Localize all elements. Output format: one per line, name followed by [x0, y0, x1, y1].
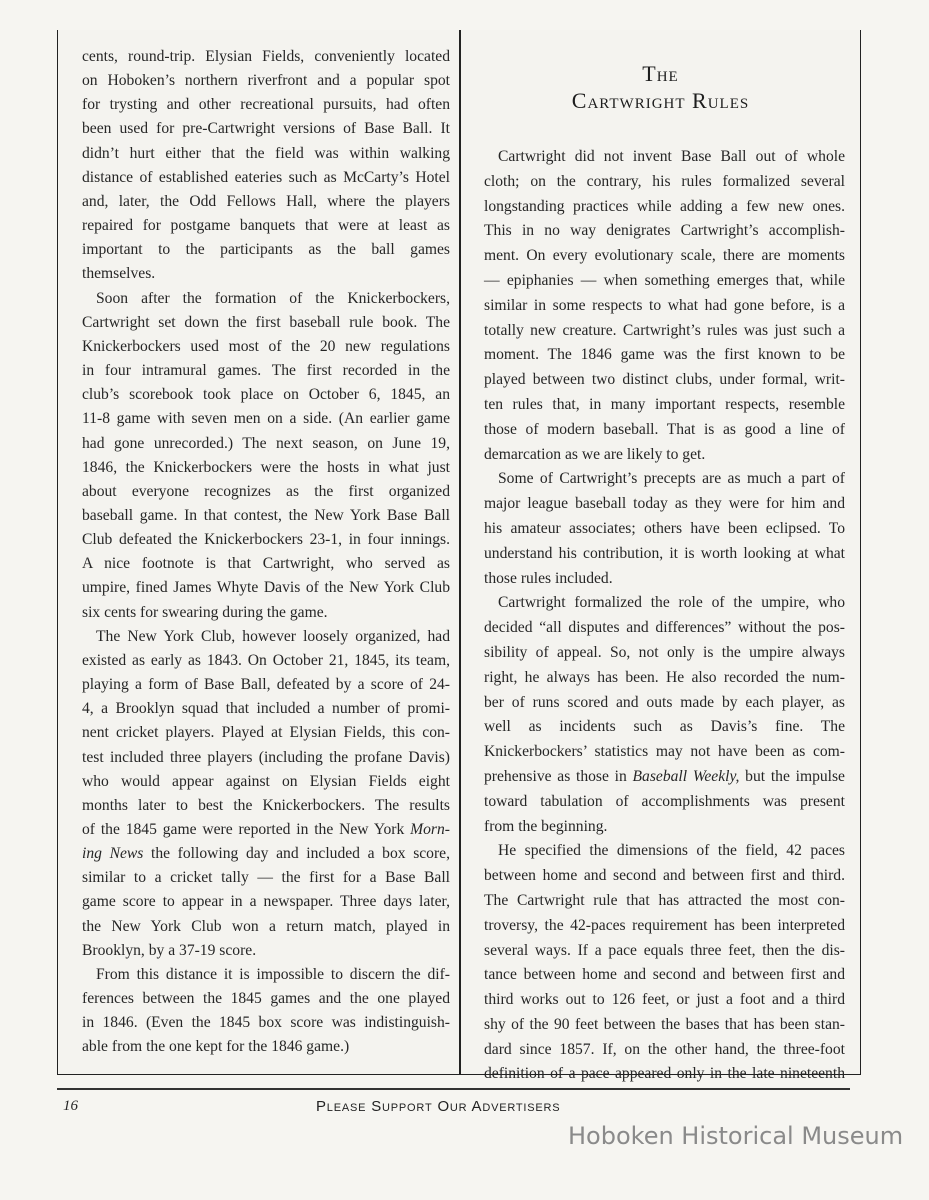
text-line: didn’t hurt either that the field was within walking	[82, 144, 450, 162]
text-line: From this distance it is impossible to discern the dif-	[96, 965, 450, 983]
text-line: toward tabulation of accomplishments was present	[484, 792, 845, 810]
text-line: on Hoboken’s northern riverfront and a popular spot	[82, 72, 450, 90]
text-line: between home and second and between first and third.	[484, 867, 845, 885]
text-line	[82, 842, 450, 866]
text-line: 11-8 game with seven men on a side. (An earlier game	[82, 410, 450, 428]
text-segment: of the 1845 game were reported in the New York	[82, 821, 411, 838]
text-line: totally new creature. Cartwright’s rules was just such a	[484, 321, 845, 339]
text-line: about everyone recognizes as the first organized	[82, 482, 450, 500]
text-line: He specified the dimensions of the field, 42 paces	[498, 842, 845, 860]
text-line: Soon after the formation of the Knickerbockers,	[96, 289, 450, 307]
text-line: dard since 1857. If, on the other hand, the three-foot	[484, 1040, 845, 1058]
text-line: repaired for postgame banquets that were at least as	[82, 217, 450, 235]
text-line: right, he always has been. He also recorded the num-	[484, 668, 845, 686]
text-line: This in no way denigrates Cartwright’s accomplish-	[484, 222, 845, 240]
text-line: third works out to 126 feet, or just a foot and a third	[484, 991, 845, 1009]
text-line: able from the one kept for the 1846 game.)	[82, 1038, 350, 1056]
text-line: shy of the 90 feet between the bases that has been stan-	[484, 1015, 845, 1033]
text-line: game score to appear in a newspaper. Three days later,	[82, 893, 450, 911]
text-line: troversy, the 42-paces requirement has been interpreted	[484, 916, 845, 934]
right-column	[484, 145, 845, 1087]
text-line: Knickerbockers used most of the 20 new regulations	[82, 337, 450, 355]
heading-line-1: The	[642, 61, 679, 86]
text-line: ment. On every evolutionary scale, there are moments	[484, 247, 845, 265]
text-line: moment. The 1846 game was the first known to be	[484, 346, 845, 364]
text-line: in four intramural games. The first recorded in the	[82, 362, 450, 380]
text-line: had gone unrecorded.) The next season, on June 19,	[82, 434, 450, 452]
text-line: cloth; on the contrary, his rules formalized several	[484, 172, 845, 190]
page-number: 16	[63, 1098, 78, 1114]
text-line: months later to best the Knickerbockers. The results	[82, 796, 450, 814]
text-line	[82, 818, 450, 842]
text-line: test included three players (including the profane Davis)	[82, 748, 450, 766]
museum-watermark: Hoboken Historical Museum	[568, 1122, 904, 1150]
text-line: tance between home and second and between first and	[484, 966, 845, 984]
text-line: longstanding practices while adding a few new ones.	[484, 197, 845, 215]
text-segment: the following day and included a box score,	[143, 845, 450, 863]
heading-line-2: Cartwright Rules	[571, 88, 750, 113]
footer-text: Please Support Our Advertisers	[316, 1098, 561, 1115]
text-line: cents, round-trip. Elysian Fields, conveniently located	[82, 48, 450, 65]
text-line: from the beginning.	[484, 817, 608, 835]
text-line: nent cricket players. Played at Elysian Fields, this con-	[82, 724, 450, 742]
text-line: ber of runs scored and outs made by each player, as	[484, 693, 845, 711]
text-segment: but the impulse	[739, 767, 845, 785]
text-line: existed as early as 1843. On October 21, 1845, its team,	[82, 651, 450, 669]
paragraph	[82, 287, 450, 625]
text-line: 1846, the Knickerbockers were the hosts in what just	[82, 458, 450, 476]
paragraph	[484, 467, 845, 591]
text-line: Cartwright did not invent Base Ball out of whole	[498, 148, 845, 165]
text-line: ferences between the 1845 games and the one played	[82, 990, 450, 1008]
text-line: umpire, fined James Whyte Davis of the New York Club	[82, 579, 450, 597]
text-line: and, later, the Odd Fellows Hall, where the players	[82, 192, 450, 210]
text-line: been used for pre-Cartwright versions of Base Ball. It	[82, 120, 450, 138]
text-line: demarcation as we are likely to get.	[484, 445, 706, 463]
text-line: Brooklyn, by a 37-19 score.	[82, 941, 257, 959]
paragraph	[82, 45, 450, 287]
text-line: well as incidents such as Davis’s fine. The	[484, 718, 845, 736]
text-line	[484, 765, 845, 790]
text-line: Cartwright formalized the role of the umpire, who	[498, 594, 845, 612]
text-line: ten rules that, in many important respects, resemble	[484, 395, 845, 413]
italic-text: Morn-	[410, 821, 450, 838]
text-line: The Cartwright rule that has attracted the most con-	[484, 891, 845, 909]
text-line: similar to a cricket tally — the first for a Base Ball	[82, 869, 450, 887]
italic-text: ing News	[82, 845, 144, 863]
text-line: definition of a pace appeared only in the late nineteenth	[484, 1065, 845, 1083]
text-line: 4, a Brooklyn squad that included a number of promi-	[82, 700, 450, 718]
text-line: for trysting and other recreational pursuits, had often	[82, 96, 450, 114]
text-line: club’s scorebook took place on October 6, 1845, an	[82, 386, 450, 404]
text-line: played between two distinct clubs, under formal, writ-	[484, 371, 845, 389]
text-line: those rules included.	[484, 569, 613, 587]
paragraph	[484, 145, 845, 467]
text-line: understand his contribution, it is worth looking at what	[484, 544, 845, 562]
footer-rule	[57, 1088, 850, 1090]
text-segment: prehensive as those in	[484, 767, 633, 785]
text-line: similar in some respects to what had gone before, is a	[484, 296, 845, 314]
text-line: The New York Club, however loosely organized, had	[96, 627, 450, 645]
text-line: the New York Club won a return match, played in	[82, 917, 450, 935]
text-line: who would appear against on Elysian Fields eight	[82, 772, 450, 790]
text-line: decided “all disputes and differences” without the pos-	[484, 619, 845, 637]
text-line: themselves.	[82, 265, 156, 283]
text-line: in 1846. (Even the 1845 box score was indistinguish-	[82, 1014, 450, 1032]
text-line: Cartwright set down the first baseball rule book. The	[82, 313, 450, 331]
text-line: playing a form of Base Ball, defeated by a score of 24-	[82, 676, 450, 694]
text-line: Knickerbockers’ statistics may not have been as com-	[484, 743, 845, 761]
paragraph	[484, 591, 845, 839]
text-line: distance of established eateries such as McCarty’s Hotel	[82, 168, 450, 186]
text-line: Club defeated the Knickerbockers 23-1, in four innings.	[82, 531, 450, 549]
text-line: — epiphanies — when something emerges that, while	[484, 271, 845, 289]
column-divider	[459, 30, 461, 1075]
text-line: important to the participants as the ball games	[82, 241, 450, 259]
paragraph	[82, 963, 450, 1060]
text-line: several ways. If a pace equals three feet, then the dis-	[484, 941, 845, 959]
text-line: his amateur associates; others have been eclipsed. To	[484, 519, 845, 537]
left-column	[82, 45, 450, 1060]
text-line: Some of Cartwright’s precepts are as much a part of	[498, 470, 845, 488]
section-heading	[460, 60, 861, 114]
italic-text: Baseball Weekly,	[632, 767, 740, 785]
paragraph	[82, 625, 450, 963]
text-line: those of modern baseball. That is as good a line of	[484, 420, 845, 438]
text-line: A nice footnote is that Cartwright, who served as	[82, 555, 450, 573]
text-line: major league baseball today as they were for him and	[484, 495, 845, 513]
text-line: baseball game. In that contest, the New York Base Ball	[82, 506, 450, 524]
text-line: six cents for swearing during the game.	[82, 603, 328, 621]
text-line: sibility of appeal. So, not only is the umpire always	[484, 643, 845, 661]
paragraph	[484, 839, 845, 1087]
